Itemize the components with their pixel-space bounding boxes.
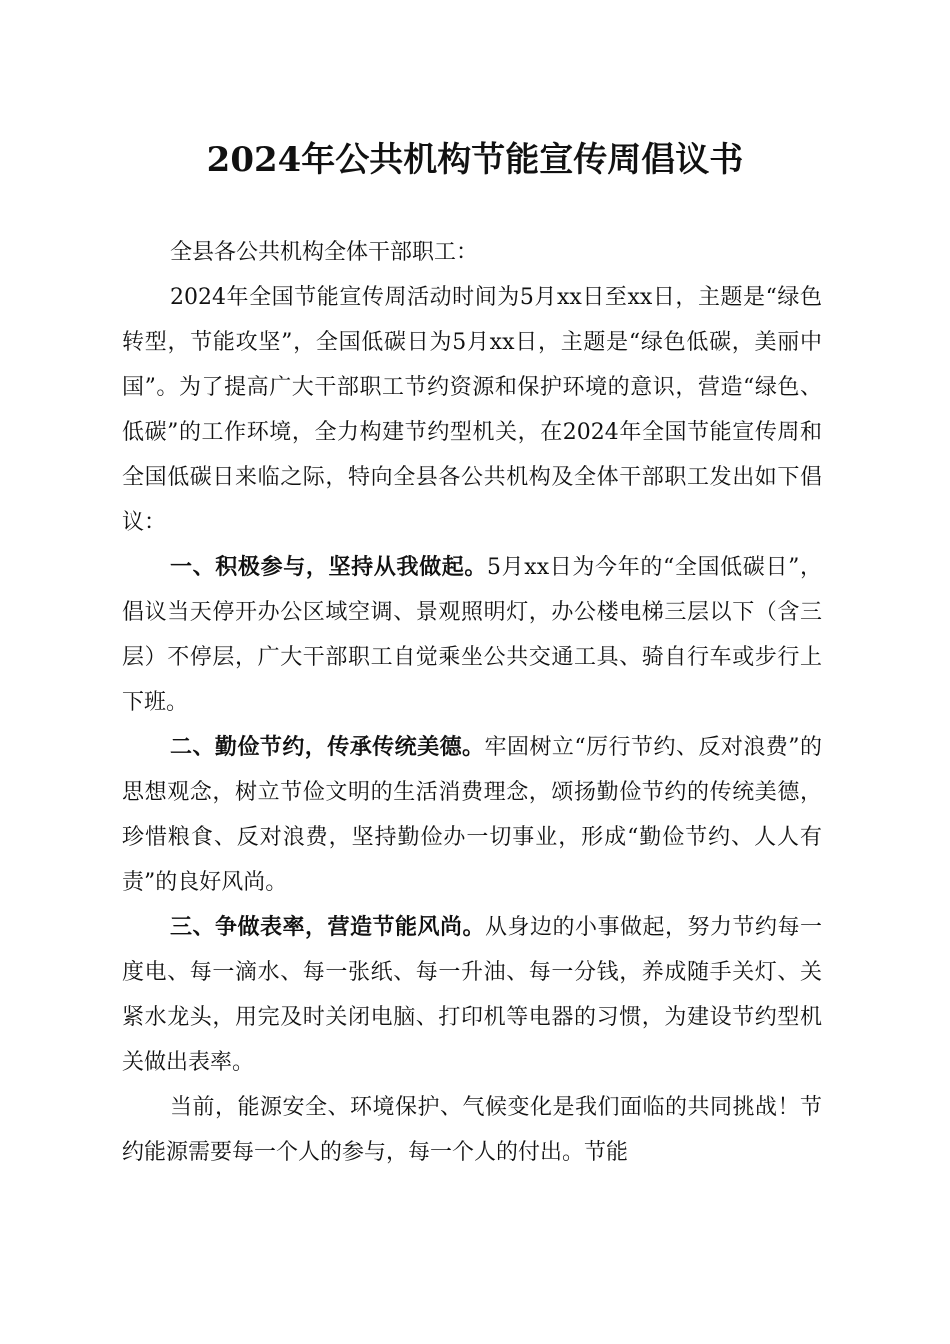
proposal-item-3 <box>122 905 822 1085</box>
proposal-heading-2: 二、勤俭节约，传承传统美德。 <box>170 734 485 760</box>
proposal-item-2 <box>122 725 822 905</box>
intro-paragraph: 2024年全国节能宣传周活动时间为5月xx日至xx日，主题是“绿色转型，节能攻坚”，全国低碳日为5月xx日，主题是“绿色低碳，美丽中国”。为了提高广大干部职工节约资源和保护环境的意识，营造“绿色、低碳”的工作环境，全力构建节约型机关，在2024年全国节能宣传周和全国低碳日来临之际，特向全县各公共机构及全体干部职工发出如下倡议： <box>122 285 822 535</box>
document-body <box>122 230 822 1175</box>
document-title: 2024年公共机构节能宣传周倡议书 <box>206 140 744 180</box>
proposal-heading-3: 三、争做表率，营造节能风尚。 <box>170 914 485 940</box>
proposal-item-1 <box>122 545 822 725</box>
salutation: 全县各公共机构全体干部职工： <box>170 240 479 265</box>
closing-paragraph: 当前，能源安全、环境保护、气候变化是我们面临的共同挑战！节约能源需要每一个人的参与，每一个人的付出。节能 <box>122 1095 822 1165</box>
proposal-text-1: 5月xx日为今年的“全国低碳日”，倡议当天停开办公区域空调、景观照明灯，办公楼电梯三层以下（含三层）不停层，广大干部职工自觉乘坐公共交通工具、骑自行车或步行上下班。 <box>122 555 822 715</box>
proposal-text-2: 牢固树立“厉行节约、反对浪费”的思想观念，树立节俭文明的生活消费理念，颂扬勤俭节约的传统美德，珍惜粮食、反对浪费，坚持勤俭办一切事业，形成“勤俭节约、人人有责”的良好风尚。 <box>122 735 822 895</box>
proposal-text-3: 从身边的小事做起，努力节约每一度电、每一滴水、每一张纸、每一升油、每一分钱，养成随手关灯、关紧水龙头，用完及时关闭电脑、打印机等电器的习惯，为建设节约型机关做出表率。 <box>122 915 822 1075</box>
proposal-heading-1: 一、积极参与，坚持从我做起。 <box>170 554 488 580</box>
